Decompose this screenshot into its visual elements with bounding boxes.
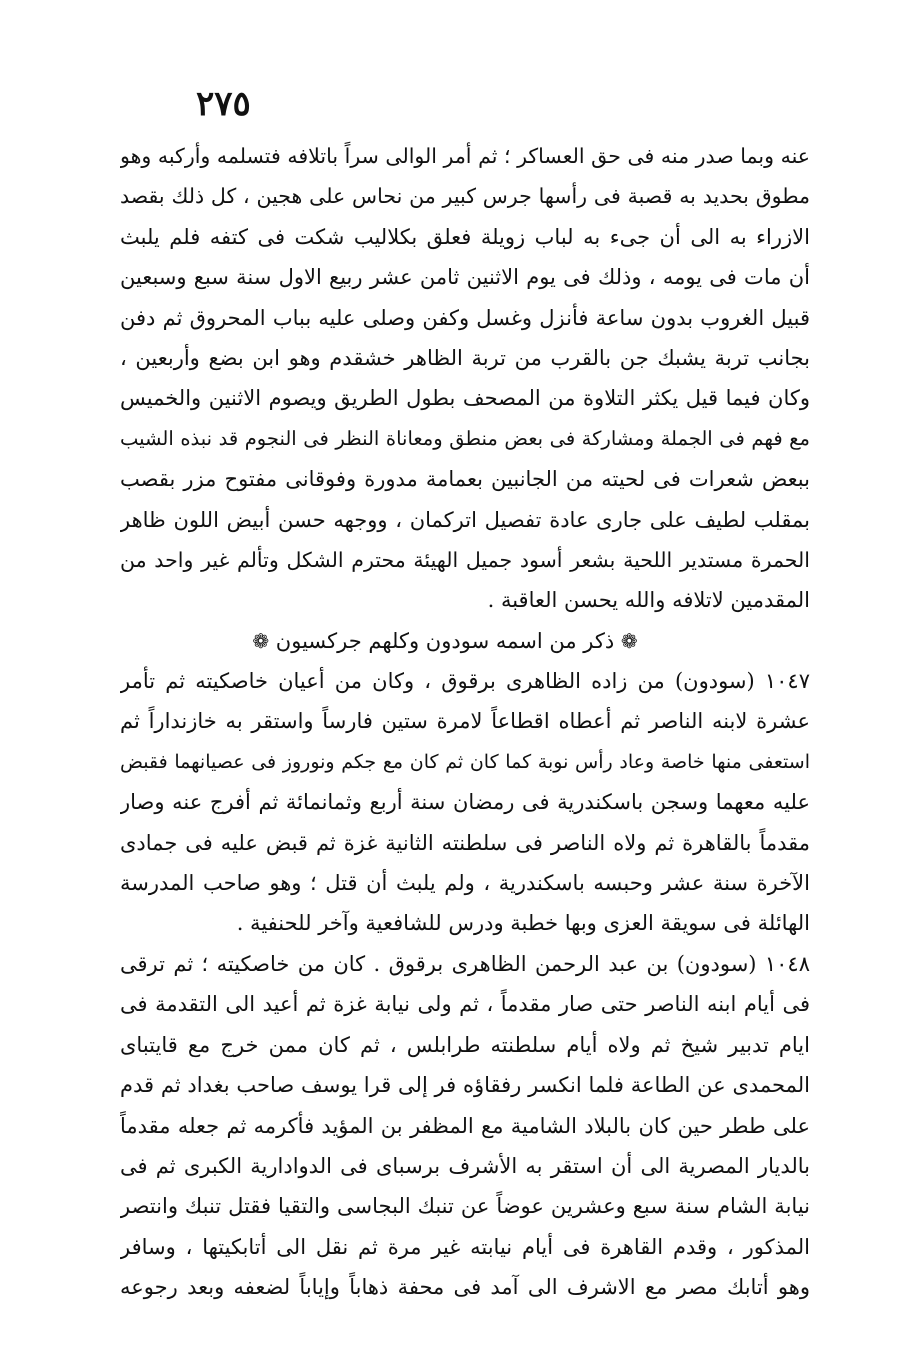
text-line: ١٠٤٧ (سودون) من زاده الظاهرى برقوق ، وكان من أعيان خاصكيته ثم تأمر — [120, 669, 810, 693]
text-line: ايام تدبير شيخ ثم ولاه أيام سلطنته طرابلس ، ثم كان ممن خرج مع قايتباى — [120, 1032, 810, 1057]
section-one-text — [120, 136, 810, 621]
text-line: استعفى منها خاصة وعاد رأس نوبة كما كان ثم كان مع جكم ونوروز فى عصيانهما فقبض — [120, 750, 810, 773]
heading-line — [120, 621, 810, 661]
text-line: بجانب تربة يشبك جن بالقرب من تربة الظاهر خشقدم وهو ابن بضع وأربعين ، — [120, 345, 810, 370]
ornament-icon: ❁ — [252, 629, 270, 653]
text-line: الهائلة فى سويقة العزى وبها خطبة ودرس للشافعية وآخر للحنفية . — [236, 911, 810, 936]
text-line: قبيل الغروب بدون ساعة فأنزل وغسل وكفن وصلى عليه بباب المحروق ثم دفن — [120, 305, 810, 330]
section-heading — [120, 621, 810, 661]
text-line: المقدمين لاتلافه والله يحسن العاقبة . — [487, 588, 810, 613]
entry-1047 — [120, 661, 810, 944]
text-line: فى أيام ابنه الناصر حتى صار مقدماً ، ثم ولى نيابة غزة ثم أعيد الى التقدمة فى — [120, 992, 810, 1017]
text-line: الحمرة مستدير اللحية بشعر أسود جميل الهيئة محترم الشكل وتألم غير واحد من — [120, 547, 810, 572]
text-line: مطوق بحديد به قصبة فى رأسها جرس كبير من نحاس على هجين ، كل ذلك بقصد — [120, 184, 810, 209]
text-line: أن مات فى يومه ، وذلك فى يوم الاثنين ثامن عشر ربيع الاول سنة سبع وسبعين — [120, 265, 810, 290]
text-line: مقدماً بالقاهرة ثم ولاه الناصر فى سلطنته الثانية غزة ثم قبض عليه فى جمادى — [120, 830, 810, 855]
heading-text: ذكر من اسمه سودون وكلهم جركسيون — [275, 629, 615, 653]
page-number: ٢٧٥ — [196, 84, 251, 124]
ornament-icon: ❁ — [620, 629, 638, 653]
text-line: وهو أتابك مصر مع الاشرف الى آمد فى محفة ذهاباً وإياباً لضعفه وبعد رجوعه — [120, 1275, 810, 1300]
text-line: مع فهم فى الجملة ومشاركة فى بعض منطق ومعاناة النظر فى النجوم قد نبذه الشيب — [120, 426, 810, 450]
text-line: ببعض شعرات فى لحيته من الجانبين بعمامة مدورة وفوقانى مفتوح مزر بقصب — [120, 467, 810, 492]
text-line: المحمدى عن الطاعة فلما انكسر رفقاؤه فر إلى قرا يوسف صاحب بغداد ثم قدم — [120, 1073, 810, 1098]
text-line: عليه معهما وسجن باسكندرية فى رمضان سنة أربع وثمانمائة ثم أفرج عنه وصار — [120, 790, 810, 815]
text-line: عشرة لابنه الناصر ثم أعطاه اقطاعاً لامرة ستين فارساً واستقر به خازنداراً ثم — [120, 709, 810, 734]
text-line: بالديار المصرية الى أن استقر به الأشرف برسباى فى الدوادارية الكبرى ثم فى — [120, 1153, 810, 1178]
text-line: على ططر حين كان بالبلاد الشامية مع المظفر بن المؤيد فأكرمه ثم جعله مقدماً — [120, 1113, 810, 1138]
text-line: الازراء به الى أن جىء به لباب زويلة فعلق بكلاليب شكت فى كتفه فلم يلبث — [120, 224, 810, 249]
text-line: المذكور ، وقدم القاهرة فى أيام نيابته غير مرة ثم نقل الى أتابكيتها ، وسافر — [120, 1234, 810, 1259]
entry-1048 — [120, 944, 810, 1308]
text-line: عنه وبما صدر منه فى حق العساكر ؛ ثم أمر الوالى سراً باتلافه فتسلمه وأركبه وهو — [120, 144, 810, 168]
text-line: وكان فيما قيل يكثر التلاوة من المصحف بطول الطريق ويصوم الاثنين والخميس — [120, 386, 810, 411]
text-line: ١٠٤٨ (سودون) بن عبد الرحمن الظاهرى برقوق . كان من خاصكيته ؛ ثم ترقى — [120, 952, 810, 976]
text-line: بمقلب لطيف على جارى عادة تفصيل اتركمان ، ووجهه حسن أبيض اللون ظاهر — [120, 507, 810, 532]
text-line: الآخرة سنة عشر وحبسه باسكندرية ، ولم يلبث أن قتل ؛ وهو صاحب المدرسة — [120, 870, 810, 895]
text-line: نيابة الشام سنة سبع وعشرين عوضاً عن تنبك البجاسى والتقيا فقتل تنبك وانتصر — [120, 1194, 810, 1219]
